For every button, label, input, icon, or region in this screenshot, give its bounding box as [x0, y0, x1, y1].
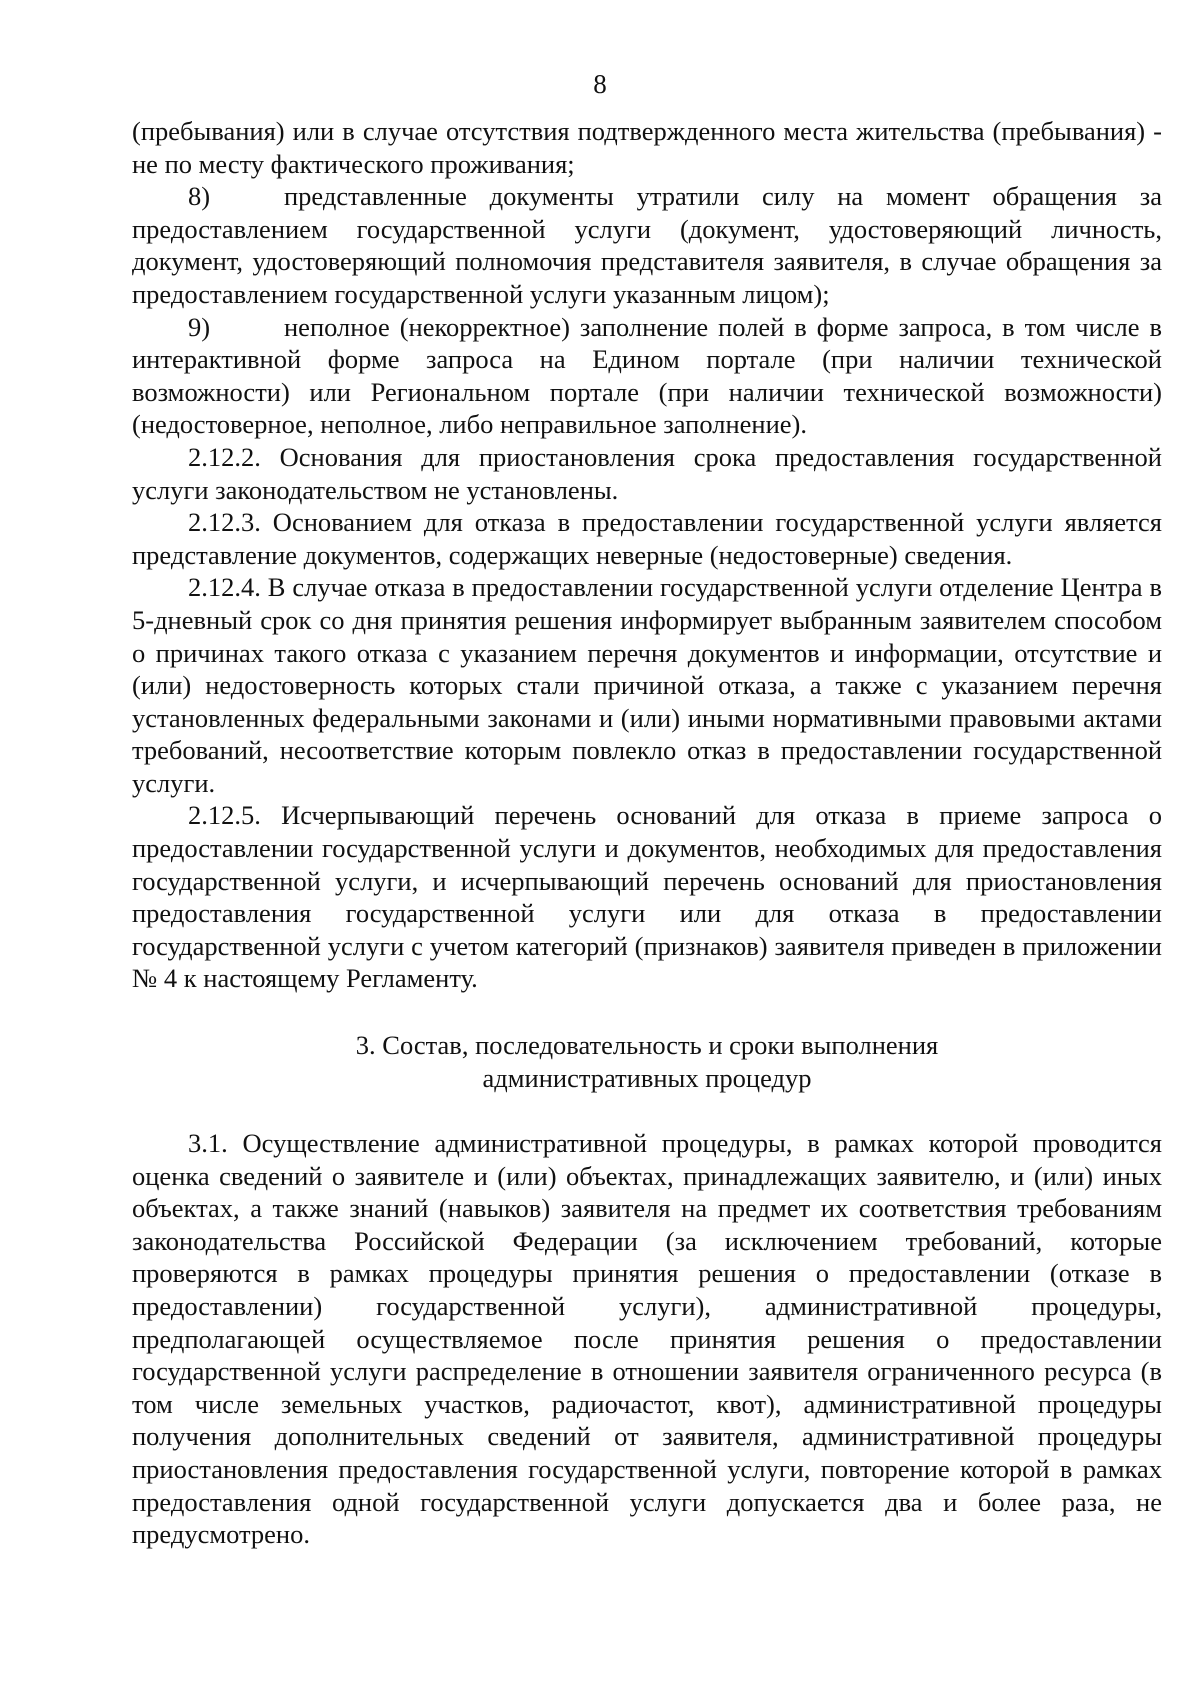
- paragraph-2-12-4: 2.12.4. В случае отказа в предоставлении государственной услуги отделение Центра в 5-дневный срок со дня принятия решения информирует выбранным заявителем способом о причинах такого отказа с указанием перечня документов и информации, отсутствие и (или) недостоверность которых стали причиной отказа, а также с указанием перечня установленных федеральными законами и (или) иными нормативными правовыми актами требований, несоответствие которым повлекло отказ в предоставлении государственной услуги.: [132, 572, 1162, 798]
- list-text-9: неполное (некорректное) заполнение полей в форме запроса, в том числе в интерактивной форме запроса на Едином портале (при наличии технической возможности) или Региональном портале (при наличии технической возможности) (недостоверное, неполное, либо неправильное заполнение).: [132, 311, 1162, 440]
- paragraph-2-12-2: 2.12.2. Основания для приостановления срока предоставления государственной услуги законодательством не установлены.: [132, 441, 1162, 505]
- section-3-heading: [132, 1029, 1162, 1095]
- section-3-heading-line-2: административных процедур: [482, 1063, 812, 1094]
- page-number: 8: [593, 69, 607, 99]
- document-body: [132, 115, 1162, 1551]
- list-number-8: 8): [188, 181, 211, 212]
- section-3-heading-line-1: 3. Состав, последовательность и сроки выполнения: [355, 1030, 939, 1061]
- list-text-8: представленные документы утратили силу на момент обращения за предоставлением государственной услуги (документ, удостоверяющий личность, документ, удостоверяющий полномочия представителя заявителя, в случае обращения за предоставлением государственной услуги указанным лицом);: [132, 181, 1162, 309]
- paragraph-3-1: 3.1. Осуществление административной процедуры, в рамках которой проводится оценка сведений о заявителе и (или) объектах, принадлежащих заявителю, и (или) иных объектах, а также знаний (навыков) заявителя на предмет их соответствия требованиям законодательства Российской Федерации (за исключением требований, которые проверяются в рамках процедуры принятия решения о предоставлении (отказе в предоставлении) государственной услуги), административной процедуры, предполагающей осуществляемое после принятия решения о предоставлении государственной услуги распределение в отношении заявителя ограниченного ресурса (в том числе земельных участков, радиочастот, квот), административной процедуры получения дополнительных сведений от заявителя, административной процедуры приостановления предоставления государственной услуги, повторение которой в рамках предоставления одной государственной услуги допускается два и более раза, не предусмотрено.: [132, 1128, 1162, 1550]
- list-number-9: 9): [188, 311, 211, 342]
- paragraph-2-12-3: 2.12.3. Основанием для отказа в предоставлении государственной услуги является представление документов, содержащих неверные (недостоверные) сведения.: [132, 507, 1162, 570]
- list-item-9: [132, 311, 1162, 441]
- paragraph-2-12-5: 2.12.5. Исчерпывающий перечень оснований для отказа в приеме запроса о предоставлении государственной услуги и документов, необходимых для предоставления государственной услуги, и исчерпывающий перечень оснований для приостановления предоставления государственной услуги или для отказа в предоставлении государственной услуги с учетом категорий (признаков) заявителя приведен в приложении № 4 к настоящему Регламенту.: [132, 800, 1162, 994]
- paragraph-continuation: (пребывания) или в случае отсутствия подтвержденного места жительства (пребывания) - не по месту фактического проживания;: [132, 116, 1162, 179]
- list-item-8: [132, 180, 1162, 310]
